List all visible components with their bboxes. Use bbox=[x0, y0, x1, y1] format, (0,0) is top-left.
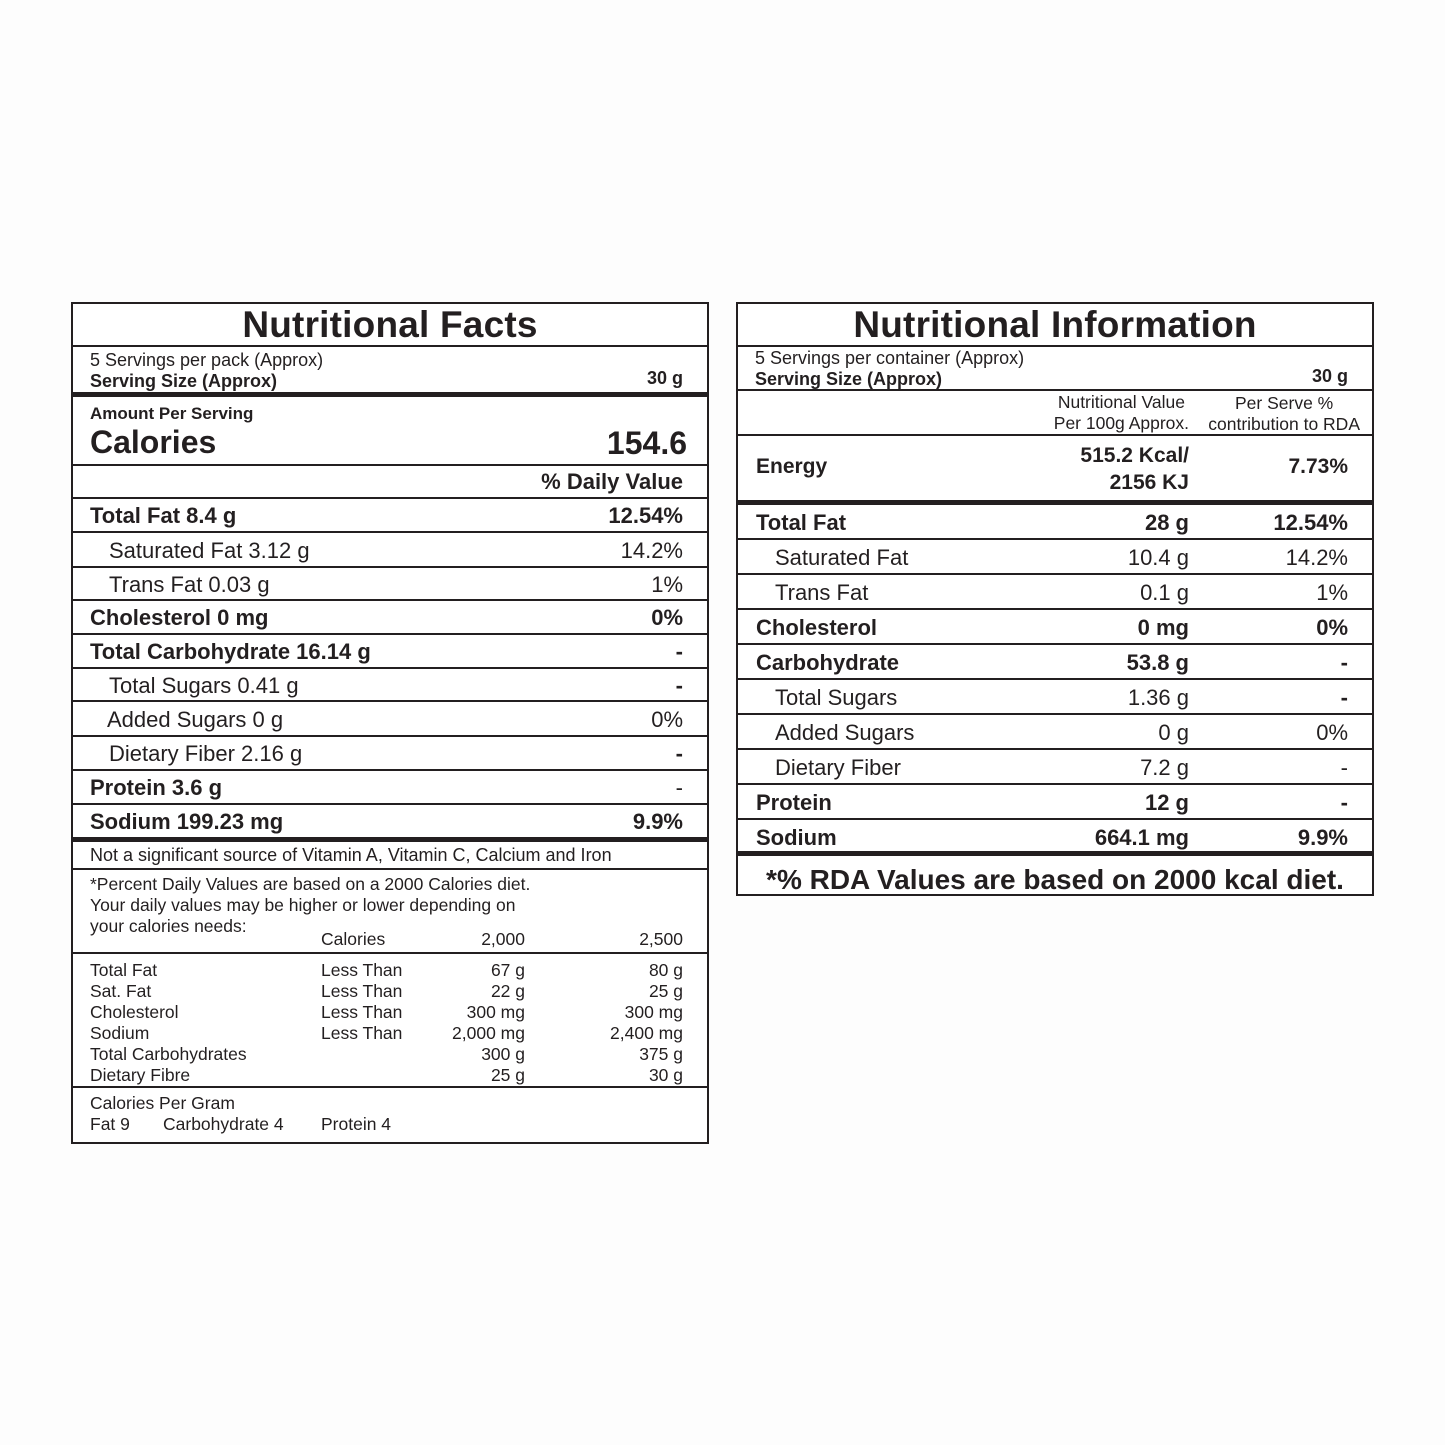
info-row-per100g: 0 g bbox=[1158, 720, 1189, 745]
table-row-2500: 375 g bbox=[639, 1044, 683, 1064]
col-rda-line2: contribution to RDA bbox=[1208, 414, 1360, 434]
energy-label: Energy bbox=[756, 455, 828, 478]
info-row-rda: 14.2% bbox=[1285, 545, 1348, 570]
info-serving-size-label: Serving Size (Approx) bbox=[755, 369, 943, 389]
info-row-per100g: 1.36 g bbox=[1127, 685, 1189, 710]
facts-row-label: Saturated Fat 3.12 g bbox=[109, 538, 310, 563]
facts-row-label: Added Sugars 0 g bbox=[107, 707, 284, 732]
daily-value-header: % Daily Value bbox=[73, 466, 707, 499]
facts-row bbox=[73, 568, 707, 601]
info-title: Nutritional Information bbox=[738, 304, 1372, 347]
info-row-per100g: 0 mg bbox=[1137, 615, 1189, 640]
info-row bbox=[738, 505, 1372, 540]
info-row-rda: 12.54% bbox=[1273, 510, 1348, 535]
table-row bbox=[73, 981, 707, 1002]
info-row-label: Sodium bbox=[756, 825, 837, 850]
footnote-line: Your daily values may be higher or lower depending on bbox=[90, 895, 516, 915]
info-row bbox=[738, 820, 1372, 856]
table-row-cond: Less Than bbox=[321, 1002, 403, 1022]
info-row bbox=[738, 575, 1372, 610]
info-row bbox=[738, 645, 1372, 680]
info-row-label: Trans Fat bbox=[775, 580, 869, 605]
info-row-label: Protein bbox=[756, 790, 832, 815]
facts-row-label: Protein 3.6 g bbox=[90, 775, 223, 800]
table-row-2000: 22 g bbox=[490, 981, 525, 1001]
facts-serving-size-label: Serving Size (Approx) bbox=[90, 371, 278, 391]
info-column-headers bbox=[738, 391, 1372, 436]
facts-serving-size-value: 30 g bbox=[646, 368, 683, 388]
info-servings: 5 Servings per container (Approx) bbox=[755, 348, 1025, 368]
table-row bbox=[73, 1065, 707, 1086]
table-header-2000: 2,000 bbox=[481, 929, 525, 949]
col-per-100g-line1: Nutritional Value bbox=[1057, 392, 1185, 412]
info-serving-size-value: 30 g bbox=[1311, 366, 1348, 386]
info-row bbox=[738, 680, 1372, 715]
info-row-per100g: 0.1 g bbox=[1140, 580, 1189, 605]
info-row bbox=[738, 750, 1372, 785]
calories-per-gram bbox=[73, 1088, 707, 1138]
info-row-per100g: 7.2 g bbox=[1140, 755, 1189, 780]
table-row-2500: 30 g bbox=[648, 1065, 683, 1085]
col-rda-line1: Per Serve % bbox=[1235, 393, 1334, 413]
energy-kj: 2156 KJ bbox=[1109, 471, 1189, 494]
amount-per-serving: Amount Per Serving bbox=[90, 404, 254, 423]
vitamin-note: Not a significant source of Vitamin A, Vitamin C, Calcium and Iron bbox=[73, 842, 707, 870]
facts-row-label: Cholesterol 0 mg bbox=[90, 605, 269, 630]
facts-row-pct: 9.9% bbox=[632, 809, 683, 834]
carb-per-gram: Carbohydrate 4 bbox=[163, 1114, 284, 1134]
info-row-label: Saturated Fat bbox=[775, 545, 909, 570]
table-row-2500: 80 g bbox=[648, 960, 683, 980]
table-row-2500: 300 mg bbox=[624, 1002, 683, 1022]
daily-value-table bbox=[73, 954, 707, 1088]
facts-row bbox=[73, 669, 707, 702]
facts-row-label: Total Carbohydrate 16.14 g bbox=[90, 639, 371, 664]
facts-row bbox=[73, 533, 707, 568]
facts-row bbox=[73, 805, 707, 842]
info-row bbox=[738, 540, 1372, 575]
table-row-2000: 300 g bbox=[481, 1044, 525, 1064]
col-per-100g bbox=[1054, 392, 1189, 434]
facts-row-pct: 0% bbox=[651, 605, 683, 630]
table-row-cond: Less Than bbox=[321, 981, 403, 1001]
info-row bbox=[738, 610, 1372, 645]
nutrition-information-panel bbox=[736, 302, 1374, 896]
info-row-per100g: 10.4 g bbox=[1127, 545, 1189, 570]
table-row-name: Total Carbohydrates bbox=[90, 1044, 247, 1064]
table-row-2000: 2,000 mg bbox=[452, 1023, 525, 1043]
info-row-per100g: 664.1 mg bbox=[1094, 825, 1189, 850]
facts-servings: 5 Servings per pack (Approx) bbox=[90, 350, 324, 370]
table-row-name: Cholesterol bbox=[90, 1002, 179, 1022]
energy-value bbox=[1080, 442, 1189, 496]
facts-row-label: Dietary Fiber 2.16 g bbox=[109, 741, 303, 766]
energy-rda: 7.73% bbox=[1288, 455, 1348, 478]
info-row-label: Added Sugars bbox=[775, 720, 915, 745]
facts-row-pct: 1% bbox=[651, 572, 683, 597]
info-row-rda: 9.9% bbox=[1297, 825, 1348, 850]
footnote-line: *Percent Daily Values are based on a 2000 Calories diet. bbox=[90, 874, 531, 894]
table-row bbox=[73, 1002, 707, 1023]
facts-row-pct: 12.54% bbox=[608, 503, 683, 528]
table-header-calories: Calories bbox=[321, 929, 386, 949]
facts-row bbox=[73, 499, 707, 533]
info-row-per100g: 53.8 g bbox=[1126, 650, 1189, 675]
facts-row-pct: - bbox=[675, 775, 683, 800]
facts-row bbox=[73, 702, 707, 737]
facts-row-label: Total Sugars 0.41 g bbox=[109, 673, 299, 698]
facts-calories-block bbox=[73, 397, 707, 466]
table-row-name: Sodium bbox=[90, 1023, 150, 1043]
facts-row-label: Trans Fat 0.03 g bbox=[109, 572, 270, 597]
table-header-2500: 2,500 bbox=[639, 929, 683, 949]
table-row-2000: 67 g bbox=[490, 960, 525, 980]
table-row bbox=[73, 960, 707, 981]
info-row bbox=[738, 715, 1372, 750]
facts-row bbox=[73, 601, 707, 635]
fat-per-gram: Fat 9 bbox=[90, 1114, 130, 1134]
facts-row-label: Total Fat 8.4 g bbox=[90, 503, 237, 528]
rda-footer: *% RDA Values are based on 2000 kcal diet. bbox=[766, 864, 1344, 895]
table-row-cond: Less Than bbox=[321, 960, 403, 980]
facts-row-pct: - bbox=[675, 741, 683, 766]
facts-title: Nutritional Facts bbox=[73, 304, 707, 347]
table-row-name: Total Fat bbox=[90, 960, 158, 980]
table-row-name: Dietary Fibre bbox=[90, 1065, 191, 1085]
info-serving-info bbox=[738, 347, 1372, 391]
info-row-rda: - bbox=[1340, 650, 1348, 675]
facts-row bbox=[73, 635, 707, 669]
facts-serving-info bbox=[73, 347, 707, 397]
facts-row bbox=[73, 771, 707, 805]
nutrition-facts-panel bbox=[71, 302, 709, 1144]
info-row-rda: - bbox=[1340, 790, 1348, 815]
table-row-2500: 2,400 mg bbox=[610, 1023, 683, 1043]
table-row-cond: Less Than bbox=[321, 1023, 403, 1043]
info-row-label: Carbohydrate bbox=[756, 650, 900, 675]
protein-per-gram: Protein 4 bbox=[321, 1114, 392, 1134]
info-row-rda: - bbox=[1340, 755, 1348, 780]
table-row-name: Sat. Fat bbox=[90, 981, 152, 1001]
daily-value-footnote bbox=[73, 870, 707, 954]
energy-kcal: 515.2 Kcal/ bbox=[1080, 444, 1189, 467]
footnote-line: your calories needs: bbox=[90, 916, 247, 936]
info-row-label: Total Sugars bbox=[775, 685, 898, 710]
calories-per-gram-label: Calories Per Gram bbox=[90, 1093, 235, 1113]
info-row-per100g: 12 g bbox=[1144, 790, 1189, 815]
table-row-2000: 25 g bbox=[490, 1065, 525, 1085]
info-row-rda: 0% bbox=[1316, 615, 1348, 640]
facts-row-pct: 14.2% bbox=[620, 538, 683, 563]
table-row bbox=[73, 1044, 707, 1065]
facts-row-label: Sodium 199.23 mg bbox=[90, 809, 284, 834]
facts-row bbox=[73, 737, 707, 771]
facts-row-pct: 0% bbox=[651, 707, 683, 732]
calories-label: Calories bbox=[90, 424, 217, 460]
info-row-rda: - bbox=[1340, 685, 1348, 710]
energy-row bbox=[738, 436, 1372, 505]
info-row-rda: 1% bbox=[1316, 580, 1348, 605]
calories-value: 154.6 bbox=[606, 425, 687, 461]
info-row-label: Cholesterol bbox=[756, 615, 878, 640]
info-row-per100g: 28 g bbox=[1144, 510, 1189, 535]
info-row bbox=[738, 785, 1372, 820]
table-row-2000: 300 mg bbox=[466, 1002, 525, 1022]
table-row-2500: 25 g bbox=[648, 981, 683, 1001]
col-per-100g-line2: Per 100g Approx. bbox=[1053, 413, 1189, 433]
table-row bbox=[73, 1023, 707, 1044]
facts-row-pct: - bbox=[675, 639, 683, 664]
facts-row-pct: - bbox=[675, 673, 683, 698]
info-row-label: Total Fat bbox=[756, 510, 847, 535]
col-rda bbox=[1208, 393, 1360, 435]
info-row-rda: 0% bbox=[1316, 720, 1348, 745]
info-row-label: Dietary Fiber bbox=[775, 755, 901, 780]
